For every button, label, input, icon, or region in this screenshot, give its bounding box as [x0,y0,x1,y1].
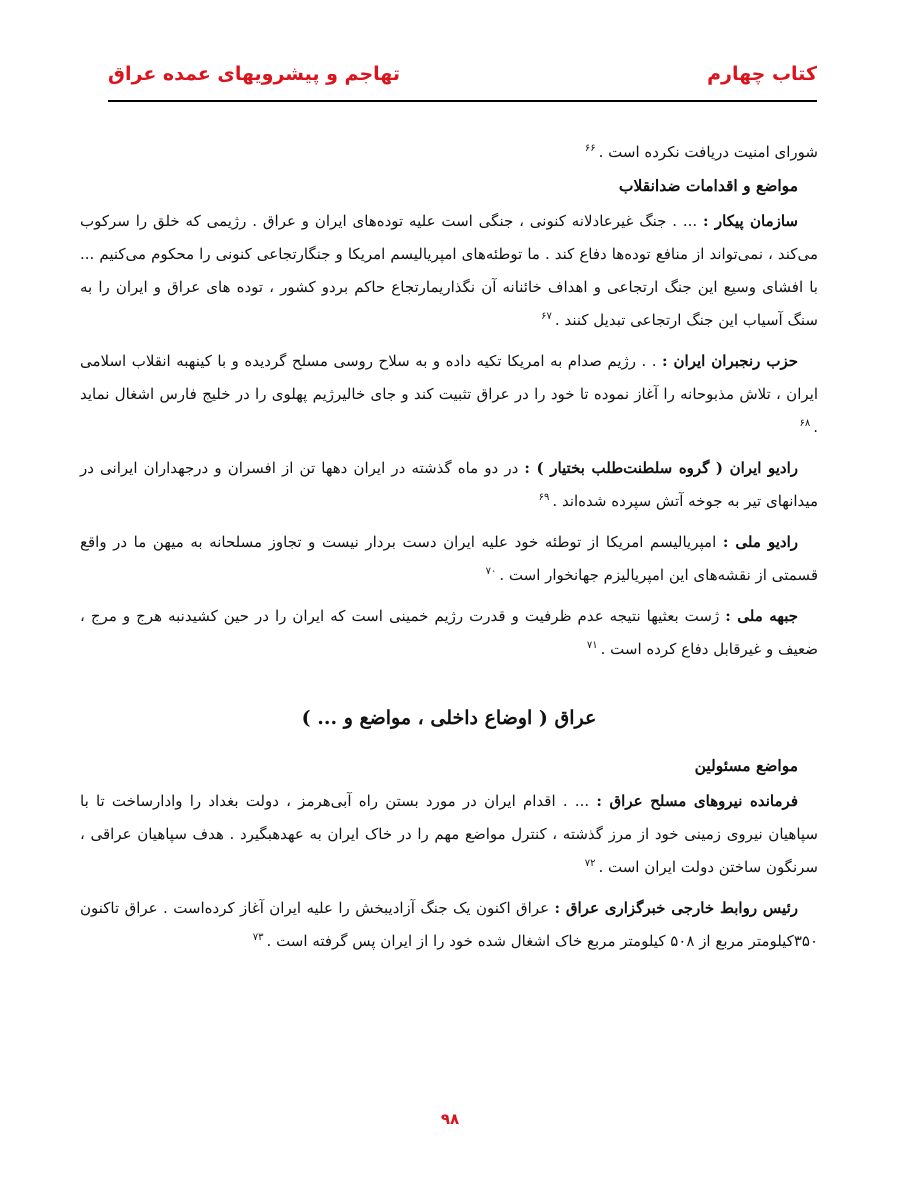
footnote-ref: ۷۳ [252,932,264,943]
entry-text: عراق اکنون یک جنگ آزادیبخش را علیه ایران آغاز کرده‌است . عراق تاکنون ۳۵۰کیلومتر مربع از ۵۰۸ کیلومتر مربع خاک اشغال شده خود را از ایران پس گرفته است . [80,899,818,950]
speaker-name: سازمان پیکار : [703,212,798,230]
section-subheading: مواضع مسئولین [694,756,798,775]
speaker-name: رادیو ایران ( گروه سلطنت‌طلب بختیار ) : [524,459,799,477]
entry-text: امپریالیسم امریکا از توطئه خود علیه ایران دست بردار نیست و تجاوز مسلحانه به میهن ما در واقع قسمتی از نقشه‌های این امپریالیزم جهانخوار است . [80,533,818,584]
entry-paragraph [80,785,818,884]
book-label: کتاب چهارم [707,63,817,85]
intro-paragraph [80,136,818,169]
footnote-ref: ۶۸ [799,418,811,429]
speaker-name: رئیس روابط خارجی خبرگزاری عراق : [554,899,798,917]
entry-paragraph [80,892,818,958]
chapter-title: تهاجم و پیشرویهای عمده عراق [108,63,400,85]
entry-text: ... . جنگ غیرعادلانه کنونی ، جنگی است علیه توده‌های ایران و عراق . رژیمی که خلق را سرکوب می‌کند ، نمی‌تواند از منافع توده‌ها دفاع کند . ما توطئه‌های امپریالیسم امریکا و جنگارتجاعی کنونی را محکوم می‌کنیم ... با افشای وسیع این جنگ ارتجاعی و اهداف خائنانه آن نگذاریمارتجاع حاکم بردو کشور ، توده های عراق و ایران را به سنگ آسیاب این جنگ ارتجاعی تبدیل کنند . [80,212,818,329]
running-header [108,58,817,90]
entry-paragraph [80,345,818,444]
entry-paragraph [80,205,818,337]
entry-text: ... . اقدام ایران در مورد بستن راه آبی‌هرمز ، دولت بغداد را وادارساخت تا با سپاهیان نیروی زمینی خود از مرز گذشته ، کنترل مواضع مهم را در خاک ایران به عهدهبگیرد . هدف سپاهیان عراقی ، سرنگون ساختن دولت ایران است . [80,792,818,876]
section-subheading: مواضع و اقدامات ضدانقلاب [618,176,798,195]
entry-text: . . رژیم صدام به امریکا تکیه داده و به سلاح روسی مسلح گردیده و با کینهبه انقلاب اسلامی ایران ، تلاش مذبوحانه را آغاز نموده تا خود را در عراق تثبیت کند و جای خالیرژیم پهلوی را در خلیج فارس اشغال نماید . [80,352,818,436]
entry-paragraph [80,452,818,518]
entry-text: در دو ماه گذشته در ایران دهها تن از افسران و درجهداران ایرانی در میدانهای تیر به جوخه آتش سپرده شده‌اند . [80,459,818,510]
entry-paragraph [80,600,818,666]
speaker-name: فرمانده نیروهای مسلح عراق : [596,792,798,810]
body-text [80,136,818,966]
footnote-ref: ۷۲ [584,858,596,869]
speaker-name: رادیو ملی : [722,533,799,551]
paragraph-text: شورای امنیت دریافت نکرده است . [598,143,818,161]
footnote-ref: ۶۹ [538,492,550,503]
footnote-ref: ۷۰ [485,566,497,577]
speaker-name: حزب رنجبران ایران : [662,352,799,370]
footnote-ref: ۶۷ [541,311,552,322]
header-rule [108,100,817,102]
page-number: ۹۸ [440,1110,460,1128]
section-title: عراق ( اوضاع داخلی ، مواضع و ... ) [301,707,597,729]
footnote-ref: ۶۶ [584,143,596,154]
entry-paragraph [80,526,818,592]
entry-text: ژست بعثیها نتیجه عدم ظرفیت و قدرت رژیم خمینی است که ایران را در حین کشیدنبه هرج و مرج ، ضعیف و غیرقابل دفاع کرده است . [80,607,818,658]
footnote-ref: ۷۱ [586,640,598,651]
speaker-name: جبهه ملی : [725,607,798,625]
